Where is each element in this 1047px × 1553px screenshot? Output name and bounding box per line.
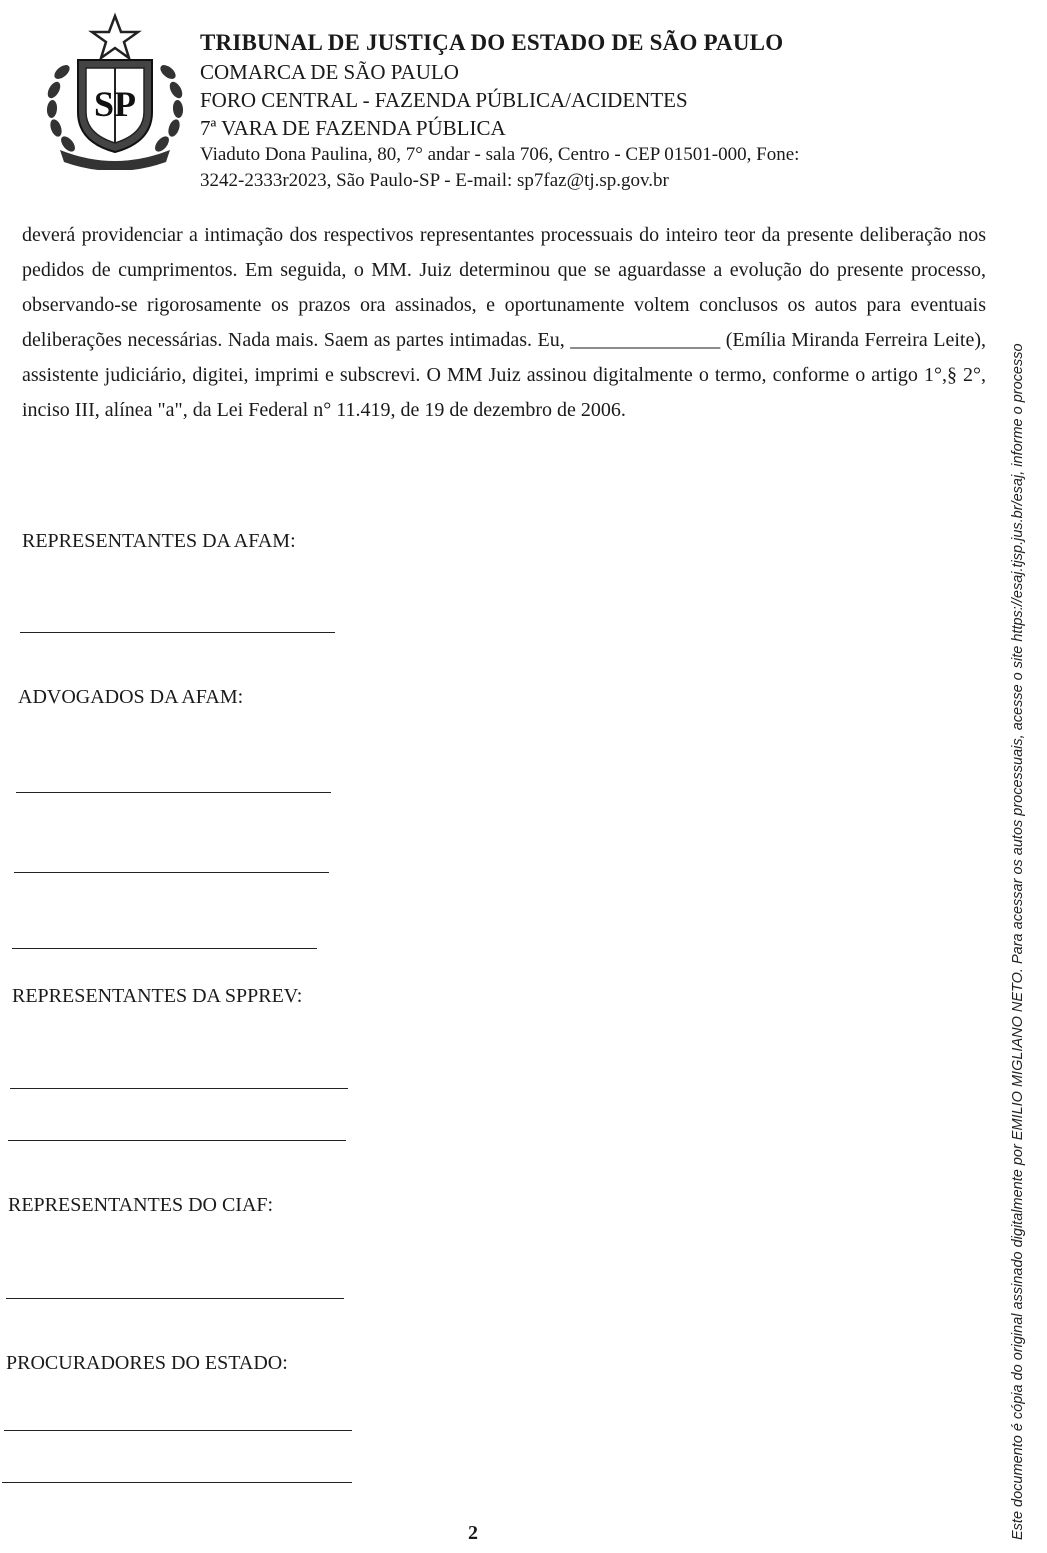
- spprev-representatives-label: REPRESENTANTES DA SPPREV:: [12, 985, 303, 1007]
- page-number: 2: [468, 1522, 478, 1544]
- deliberation-paragraph: deverá providenciar a intimação dos respectivos representantes processuais do inteiro teor da presente deliberação nos pedidos de cumprimentos. Em seguida, o MM. Juiz determinou que se aguardasse a evolução do presente processo, observando-se rigorosamente os prazos ora assinados, e oportunamente voltem conclusos os autos para eventuais deliberações necessárias. Nada mais. Saem as partes intimadas. Eu, _______________ (Emília Miranda Ferreira Leite), assistente judiciário, digitei, imprimi e subscrevi. O MM Juiz assinou digitalmente o termo, conforme o artigo 1°,§ 2°, inciso III, alínea "a", da Lei Federal n° 11.419, de 19 de dezembro de 2006.: [22, 224, 986, 421]
- address-line-2: 3242-2333r2023, São Paulo-SP - E-mail: sp7faz@tj.sp.gov.br: [200, 170, 669, 191]
- comarca-line: COMARCA DE SÃO PAULO: [200, 60, 459, 84]
- digital-signature-note: Este documento é cópia do original assinado digitalmente por EMILIO MIGLIANO NETO. Para acessar os autos processuais, acesse o site https://esaj.tjsp.jus.br/esaj, informe o processo: [1010, 343, 1026, 1540]
- signature-line: [20, 632, 335, 633]
- court-header: [200, 28, 980, 194]
- sao-paulo-coat-of-arms-icon: [40, 12, 190, 170]
- signature-line: [2, 1482, 352, 1483]
- seal-letters: SP: [93, 84, 137, 124]
- signature-line: [12, 948, 317, 949]
- ciaf-representatives-label: REPRESENTANTES DO CIAF:: [8, 1194, 274, 1216]
- afam-lawyers-label: ADVOGADOS DA AFAM:: [18, 686, 244, 708]
- signature-line: [10, 1088, 348, 1089]
- signature-line: [6, 1298, 344, 1299]
- signature-line: [14, 872, 329, 873]
- court-name: TRIBUNAL DE JUSTIÇA DO ESTADO DE SÃO PAULO: [200, 30, 784, 55]
- signature-line: [16, 792, 331, 793]
- state-attorneys-label: PROCURADORES DO ESTADO:: [6, 1352, 288, 1374]
- foro-line: FORO CENTRAL - FAZENDA PÚBLICA/ACIDENTES: [200, 88, 688, 112]
- address-line-1: Viaduto Dona Paulina, 80, 7° andar - sala 706, Centro - CEP 01501-000, Fone:: [200, 144, 800, 165]
- signature-line: [4, 1430, 352, 1431]
- afam-representatives-label: REPRESENTANTES DA AFAM:: [22, 530, 296, 552]
- signature-line: [8, 1140, 346, 1141]
- vara-line: 7ª VARA DE FAZENDA PÚBLICA: [200, 116, 506, 140]
